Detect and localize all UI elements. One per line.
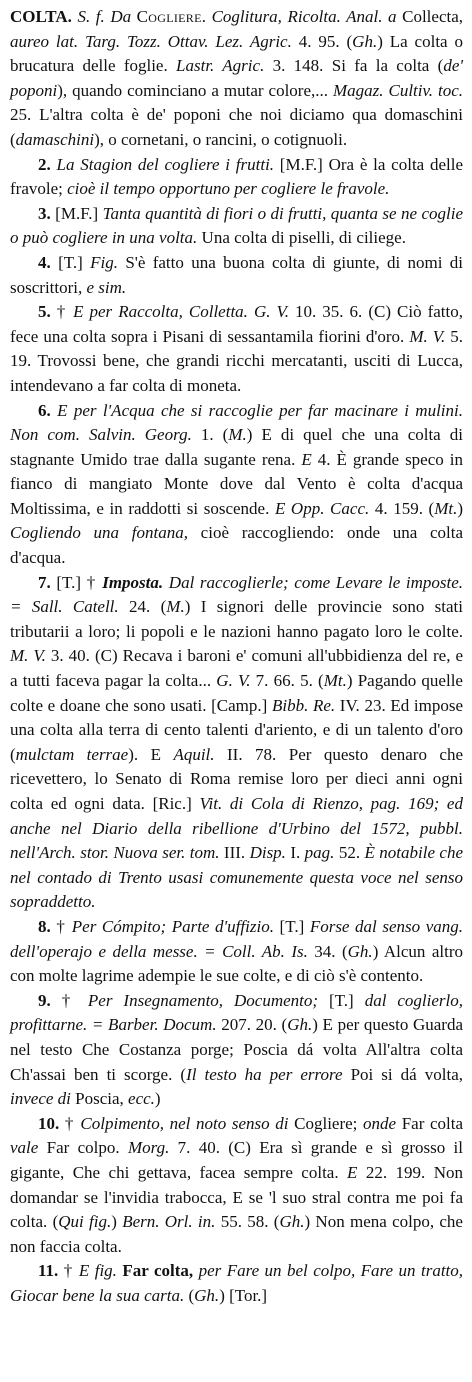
text-run: mulctam terrae <box>15 744 129 764</box>
text-run: ) La colta o brucatura delle foglie. <box>10 31 463 76</box>
text-run: La Stagion del cogliere i frutti. <box>56 154 275 174</box>
text-run: 24. ( <box>118 597 167 617</box>
text-run: ) [Tor.] <box>219 1285 268 1305</box>
entry-sense-2 <box>10 153 463 202</box>
text-run: ) E per questo Guarda nel testo Che Costanza porge; Poscia dá volta All'altra colta Ch'assai ben ti scorge. ( <box>10 1015 463 1084</box>
text-run: Far colpo. <box>38 1138 128 1158</box>
text-run: E <box>347 1162 358 1182</box>
text-run: 10. 35. 6. (C) Ciò fatto, fece una colta sopra i Pisani di sessantamila fiorini d'oro. <box>10 302 463 346</box>
text-run: Gh. <box>287 1015 313 1035</box>
text-run: de' poponi <box>10 56 463 100</box>
text-run: E Opp. Cacc. <box>274 498 370 518</box>
text-run: cioè raccogliendo: onde una colta d'acqua. <box>10 523 463 568</box>
text-run: ecc. <box>128 1089 155 1109</box>
text-run: 10. <box>38 1113 65 1133</box>
text-run: Qui fig. <box>58 1212 112 1232</box>
text-run: G. V. <box>216 671 251 691</box>
text-run: aureo lat. Targ. Tozz. Ottav. Lez. Agric. <box>10 31 292 51</box>
text-run: E <box>301 449 312 469</box>
text-run: S'è fatto una buona colta di giunte, di nomi di soscrittori, <box>10 252 464 297</box>
text-run: I. <box>285 843 305 863</box>
text-run: Gh. <box>279 1212 305 1232</box>
text-run: III. <box>219 843 250 863</box>
text-run: 7. <box>38 572 57 592</box>
entry-sense-6 <box>10 399 463 571</box>
text-run: 55. 58. ( <box>215 1212 280 1232</box>
text-run: II. 78. Per questo denaro che ricevettero, lo Senato di Roma remise loro per dieci anni ogni colta ed ogni data. [Ric.] <box>10 744 464 813</box>
text-run: 5. <box>38 302 57 322</box>
text-run: Morg. <box>127 1138 170 1158</box>
text-run: ) I signori delle provincie sono stati tributarii a loro; li popoli e le nazioni hanno pagato loro le colte. <box>10 597 463 641</box>
text-run: S. f. Da <box>77 7 137 26</box>
text-run: 22. 199. Non domandar se l'invidia trabocca, E se 'l suo stral contra me poi fa colta. ( <box>10 1162 463 1232</box>
text-run: Fig. <box>90 252 118 272</box>
text-run: Bibb. Re. <box>271 695 336 715</box>
text-run: . <box>201 7 212 26</box>
text-run: Cogliere; <box>288 1113 364 1133</box>
text-run: Cogliendo una fontana, <box>10 523 188 543</box>
text-run: Coglitura, Ricolta. Anal. a <box>211 7 403 26</box>
entry-sense-3 <box>10 202 463 251</box>
text-run: ), quando cominciano a mutar colore,... <box>57 80 333 100</box>
text-run: Magaz. Cultiv. toc. <box>332 80 464 100</box>
text-run: [M.F.] <box>55 203 103 223</box>
entry-sense-8 <box>10 915 463 989</box>
text-run: ) Pagando quelle colte e doane che sono usati. [Camp.] <box>10 671 463 715</box>
text-run: 6. <box>38 400 58 420</box>
text-run: 5. 19. Trovossi bene, che grandi ricchi mercatanti, usciti di Lucca, intendevano a far colta di moneta. <box>10 326 464 395</box>
text-run: Mt. <box>434 498 458 518</box>
text-run: Far colta, <box>122 1261 194 1281</box>
text-run: ) Alcun altro con molte lagrime adempie le sue colte, e di ciò s'è contento. <box>10 941 463 986</box>
text-run: 4. 95. ( <box>291 31 353 51</box>
text-run: 207. 20. ( <box>216 1015 288 1035</box>
text-run: Per Cómpito; Parte d'uffizio. <box>71 916 274 936</box>
text-run: per Fare un bel colpo, Fare un tratto, Giocar bene la sua carta. <box>10 1261 464 1305</box>
text-run: È notabile che nel contado di Trento usasi comunemente questa voce nel senso sopraddetto. <box>10 843 463 912</box>
text-run: damaschini <box>15 129 95 149</box>
text-run: M. V. <box>10 646 46 666</box>
text-run: 2. <box>38 154 57 174</box>
text-run: Aquil. <box>173 744 215 764</box>
text-run: onde <box>363 1113 397 1133</box>
text-run: Forse dal senso vang. dell'operajo e della messe. = Coll. Ab. Is. <box>10 916 464 961</box>
text-run: M. <box>166 597 185 617</box>
text-run: IV. 23. Ed impose una colta alla terra di cento talenti d'ariento, e di un talento d'oro ( <box>10 695 463 764</box>
text-run: † <box>56 916 72 936</box>
text-run: vale <box>10 1138 39 1158</box>
text-run: ) E di quel che una colta di stagnante Umido trae dalla sugante rena. <box>10 425 463 469</box>
text-run: 3. 148. Si fa la colta ( <box>264 56 444 76</box>
text-run: 1. ( <box>191 425 229 445</box>
text-run: [T.] <box>58 252 91 272</box>
text-run: 34. ( <box>307 941 348 961</box>
text-run: Una colta di piselli, di ciliege. <box>197 228 406 248</box>
text-run: Mt. <box>323 671 347 691</box>
text-run: † <box>56 302 74 322</box>
text-run: Tanta quantità di fiori o di frutti, quanta se ne coglie o può cogliere in una volta. <box>10 203 464 248</box>
text-run: 52. <box>334 843 365 863</box>
text-run: 3. <box>38 203 56 223</box>
entry-sense-10 <box>10 1112 463 1260</box>
text-run: E per Raccolta, Colletta. G. V. <box>73 302 289 322</box>
text-run: Bern. Orl. in. <box>122 1212 216 1232</box>
text-run: Vit. di Cola di Rienzo, pag. 169; ed anche nel Diario della ribellione d'Urbino del 1572, pubbl. nell'Arch. stor. Nuova ser. tom. <box>10 794 463 863</box>
text-run: Per Insegnamento, Documento; <box>87 990 319 1010</box>
text-run: Il testo ha per errore <box>186 1064 343 1084</box>
entry-sense-11 <box>10 1259 463 1308</box>
entry-sense-9 <box>10 989 463 1112</box>
text-run: 9. <box>38 990 62 1010</box>
entry-sense-1 <box>10 5 463 153</box>
text-run: 8. <box>38 916 57 936</box>
text-run: 4. 159. ( <box>369 498 435 518</box>
text-run: Gh. <box>347 941 373 961</box>
text-run: 3. 40. (C) Recava i baroni e' comuni all'ubbidienza del re, e a tutti faceva pagar la colta... <box>10 646 464 691</box>
text-run: 11. <box>38 1261 64 1281</box>
text-run: ) Non mena colpo, che non faccia colta. <box>10 1212 463 1256</box>
entry-sense-4 <box>10 251 463 300</box>
text-run: dal coglierlo, profittarne. = Barber. Docum. <box>10 990 464 1035</box>
text-run: Lastr. Agric. <box>176 56 265 76</box>
entry-sense-7 <box>10 571 463 915</box>
text-run: Far colta <box>396 1113 464 1133</box>
text-run: E per l'Acqua che si raccoglie per far macinare i mulini. Non com. Salvin. Georg. <box>10 400 463 445</box>
text-run: Dal raccoglierle; come Levare le imposte. = Sall. Catell. <box>10 572 464 617</box>
text-run: pag. <box>304 843 335 863</box>
text-run: ), o cornetani, o rancini, o cotignuoli. <box>94 129 348 149</box>
text-run: e sim. <box>86 277 127 297</box>
text-run: COLTA. <box>10 7 72 26</box>
text-run: Poi si dá volta, <box>342 1064 463 1084</box>
text-run: ). E <box>128 744 174 764</box>
text-run: † <box>64 1113 81 1133</box>
text-run: [T.] <box>318 990 365 1010</box>
dictionary-entry-colta <box>10 5 463 1308</box>
entry-sense-5 <box>10 300 463 398</box>
text-run: M. <box>228 425 247 445</box>
text-run: [T.] <box>273 916 310 936</box>
text-run: 7. 66. 5. ( <box>250 671 324 691</box>
text-run: Gh. <box>194 1285 220 1305</box>
text-run: ) <box>457 498 464 518</box>
text-run: Colpimento, nel noto senso di <box>80 1113 289 1133</box>
text-run: † <box>63 1261 79 1281</box>
text-run: 4. <box>38 252 59 272</box>
text-run: M. V. <box>409 326 446 346</box>
text-run: Disp. <box>249 843 286 863</box>
text-run: ) <box>111 1212 123 1232</box>
text-run: Imposta. <box>102 572 164 592</box>
text-run: E fig. <box>78 1261 117 1281</box>
text-run: Poscia, <box>70 1089 129 1109</box>
text-run: [T.] † <box>56 572 103 592</box>
text-run: 7. 40. (C) Era sì grande e sì grosso il gigante, Che chi gettava, facea sempre colta. <box>10 1138 463 1182</box>
text-run: Gh. <box>352 31 378 51</box>
text-run: † <box>61 990 88 1010</box>
text-run: ) <box>154 1089 161 1109</box>
text-run: Collecta, <box>402 7 464 26</box>
text-run: 25. L'altra colta è de' poponi che noi diciamo qua domaschini ( <box>10 105 463 149</box>
text-run: cioè il tempo opportuno per cogliere le fravole. <box>67 179 390 199</box>
text-run: ( <box>184 1285 195 1305</box>
text-run: invece di <box>10 1089 71 1109</box>
text-run: 4. È grande speco in fianco di mangiato Monte dove dal Vento è colta d'acqua Moltissima, e in raddotti si soscende. <box>10 449 463 518</box>
text-run: Cogliere <box>136 7 202 26</box>
text-run: [M.F.] Ora è la colta delle fravole; <box>10 154 464 199</box>
